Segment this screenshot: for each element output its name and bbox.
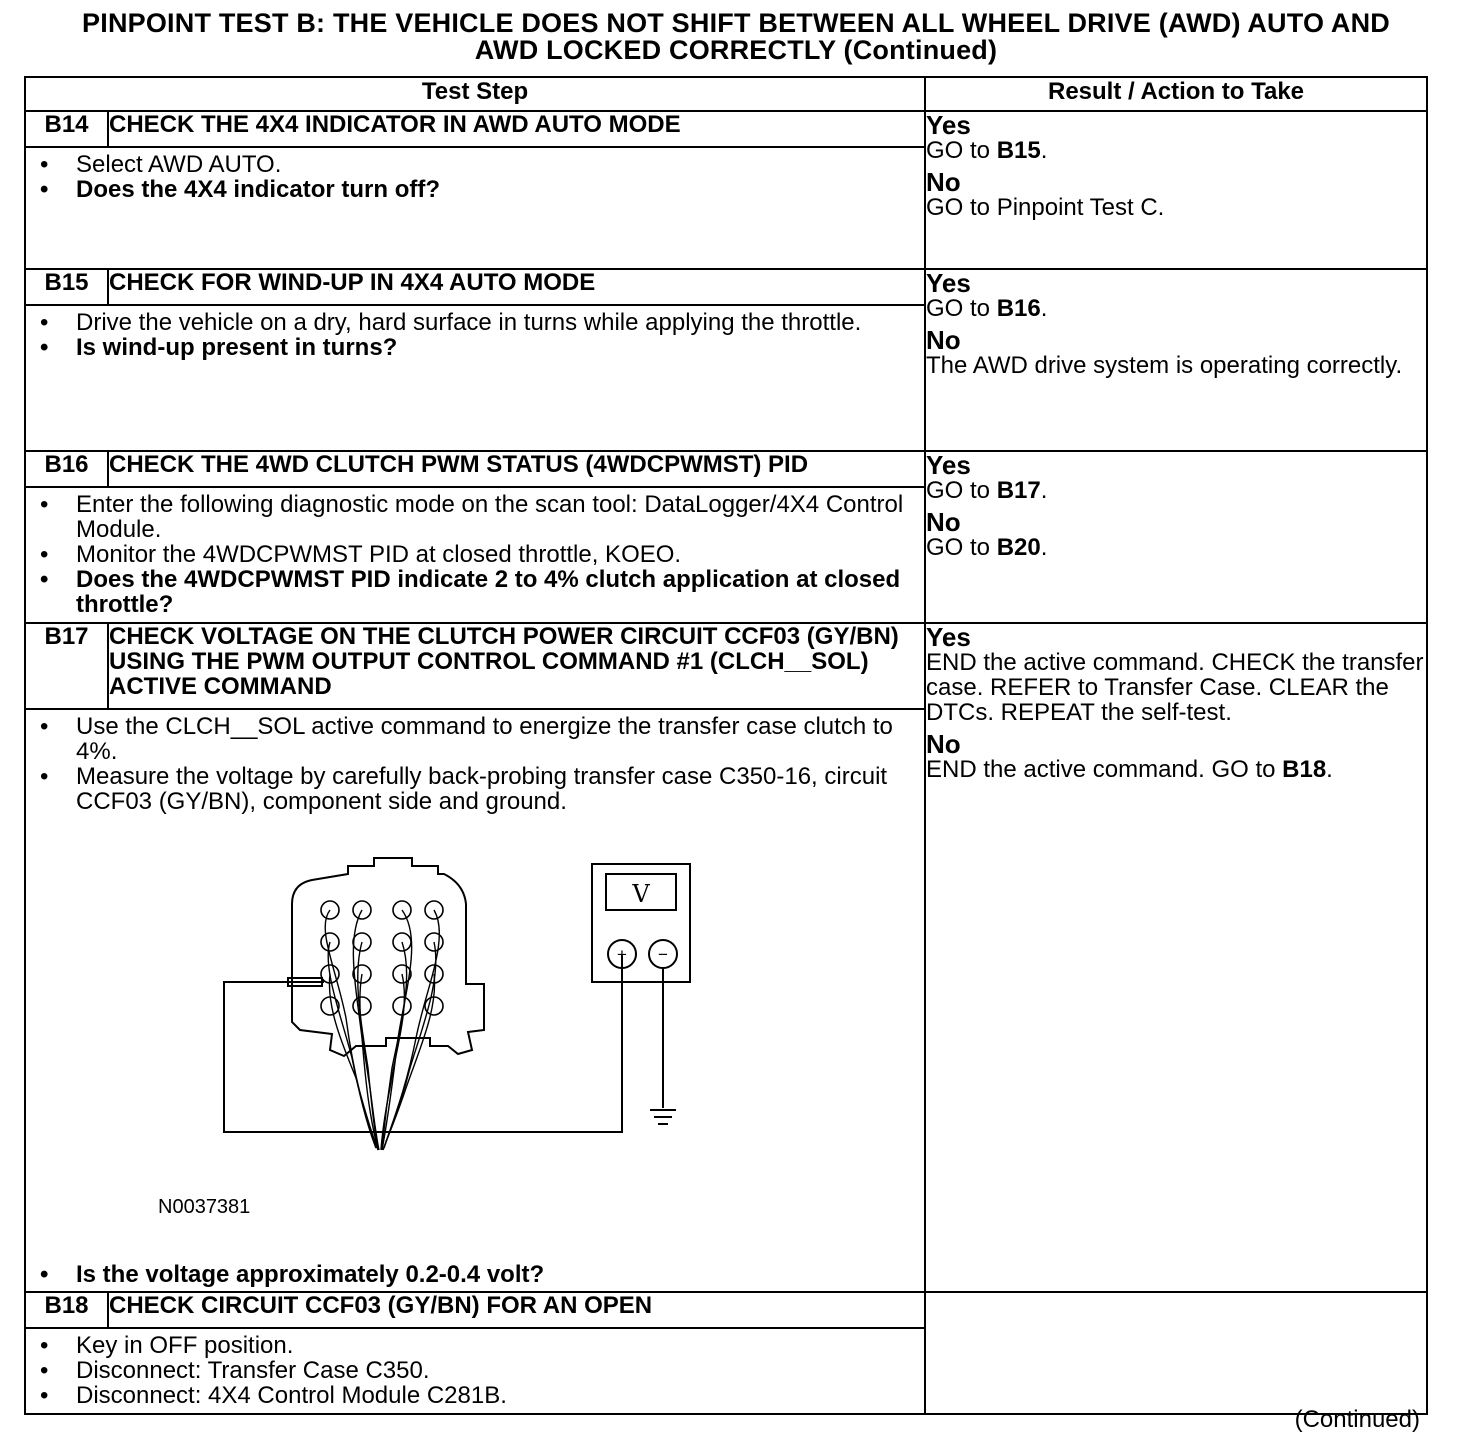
step-ref: B15	[996, 137, 1041, 164]
step-bullet: • Key in OFF position.	[26, 1333, 910, 1358]
no-text: GO to Pinpoint Test C.	[926, 194, 1165, 221]
step-bullet: • Monitor the 4WDCPWMST PID at closed throttle, KOEO.	[26, 542, 910, 567]
yes-label: Yes	[926, 110, 971, 140]
step-title-row	[25, 111, 1427, 147]
no-text: The AWD drive system is operating correctly.	[926, 352, 1403, 379]
no-text: GO to	[926, 534, 997, 561]
step-result	[925, 623, 1427, 1292]
title-line-1: PINPOINT TEST B: THE VEHICLE DOES NOT SHIFT BETWEEN ALL WHEEL DRIVE (AWD) AUTO AND	[82, 8, 1390, 38]
meter-volt-symbol: V	[632, 880, 650, 908]
step-id: B16	[25, 451, 108, 487]
no-label: No	[926, 729, 961, 759]
step-body	[25, 147, 925, 269]
yes-text-end: .	[1040, 137, 1048, 164]
no-label: No	[926, 507, 961, 537]
step-id: B15	[25, 269, 108, 305]
no-text-end: .	[1040, 534, 1048, 561]
step-id: B17	[25, 623, 108, 709]
yes-label: Yes	[926, 450, 971, 480]
no-text: END the active command. GO to	[926, 756, 1283, 783]
step-bullet: • Measure the voltage by carefully back-probing transfer case C350-16, circuit CCF03 (GY/BN), component side and ground.	[26, 764, 910, 814]
connector-pins	[321, 901, 443, 1015]
step-question: • Does the 4X4 indicator turn off?	[26, 177, 910, 202]
step-question: • Is the voltage approximately 0.2-0.4 volt?	[26, 1262, 910, 1287]
no-text-end: .	[1326, 756, 1333, 783]
step-title-row	[25, 269, 1427, 305]
connector-meter-diagram	[26, 818, 926, 1258]
step-result	[925, 451, 1427, 623]
wire-bundle	[325, 910, 439, 1150]
step-bullet: • Select AWD AUTO.	[26, 152, 910, 177]
yes-text: GO to	[926, 137, 997, 164]
step-result	[925, 111, 1427, 269]
step-title: CHECK CIRCUIT CCF03 (GY/BN) FOR AN OPEN	[108, 1292, 925, 1328]
step-title-row	[25, 1292, 1427, 1328]
step-bullet: • Disconnect: Transfer Case C350.	[26, 1358, 910, 1383]
test-lead-wire	[224, 954, 622, 1132]
step-id: B18	[25, 1292, 108, 1328]
step-question: • Does the 4WDCPWMST PID indicate 2 to 4% clutch application at closed throttle?	[26, 567, 910, 617]
title-line-2: AWD LOCKED CORRECTLY (Continued)	[474, 35, 998, 65]
meter-minus-terminal: −	[658, 945, 668, 964]
step-title: CHECK THE 4WD CLUTCH PWM STATUS (4WDCPWMST) PID	[108, 451, 925, 487]
continued-label: (Continued)	[1294, 1406, 1420, 1433]
step-title: CHECK FOR WIND-UP IN 4X4 AUTO MODE	[108, 269, 925, 305]
step-ref: B17	[996, 477, 1041, 504]
yes-text: GO to	[926, 295, 997, 322]
no-label: No	[926, 167, 961, 197]
page-title	[0, 10, 1472, 64]
yes-label: Yes	[926, 268, 971, 298]
step-id: B14	[25, 111, 108, 147]
yes-label: Yes	[926, 622, 971, 652]
yes-text: END the active command. CHECK the transfer case. REFER to Transfer Case. CLEAR the DTCs. REPEAT the self-test.	[926, 649, 1424, 726]
step-ref: B16	[996, 295, 1041, 322]
meter-plus-terminal: +	[617, 945, 627, 964]
yes-text: GO to	[926, 477, 997, 504]
step-body	[25, 1328, 925, 1414]
step-result	[925, 1292, 1427, 1414]
step-ref: B18	[1282, 756, 1327, 783]
step-body	[25, 709, 925, 1292]
step-title: CHECK VOLTAGE ON THE CLUTCH POWER CIRCUIT CCF03 (GY/BN) USING THE PWM OUTPUT CONTROL COMMAND #1 (CLCH__SOL) ACTIVE COMMAND	[108, 623, 925, 709]
probe-icon	[276, 978, 324, 986]
ground-symbol-icon	[650, 1110, 676, 1124]
step-question: • Is wind-up present in turns?	[26, 335, 910, 360]
connector-outline-icon	[292, 858, 484, 1056]
pinpoint-test-table	[24, 76, 1428, 1415]
step-result	[925, 269, 1427, 451]
step-title: CHECK THE 4X4 INDICATOR IN AWD AUTO MODE	[108, 111, 925, 147]
step-bullet: • Drive the vehicle on a dry, hard surface in turns while applying the throttle.	[26, 310, 910, 335]
step-ref: B20	[996, 534, 1041, 561]
step-bullet: • Use the CLCH__SOL active command to energize the transfer case clutch to 4%.	[26, 714, 910, 764]
table-header-row	[25, 77, 1427, 111]
voltage-measurement-figure	[26, 818, 924, 1258]
step-bullet: • Enter the following diagnostic mode on the scan tool: DataLogger/4X4 Control Module.	[26, 492, 910, 542]
figure-code: N0037381	[158, 1196, 251, 1218]
step-title-row	[25, 623, 1427, 709]
header-result: Result / Action to Take	[925, 77, 1427, 111]
header-test-step: Test Step	[25, 77, 925, 111]
step-title-row	[25, 451, 1427, 487]
step-bullet: • Disconnect: 4X4 Control Module C281B.	[26, 1383, 910, 1408]
step-body	[25, 487, 925, 623]
no-label: No	[926, 325, 961, 355]
yes-text-end: .	[1040, 477, 1048, 504]
step-body	[25, 305, 925, 451]
yes-text-end: .	[1040, 295, 1048, 322]
